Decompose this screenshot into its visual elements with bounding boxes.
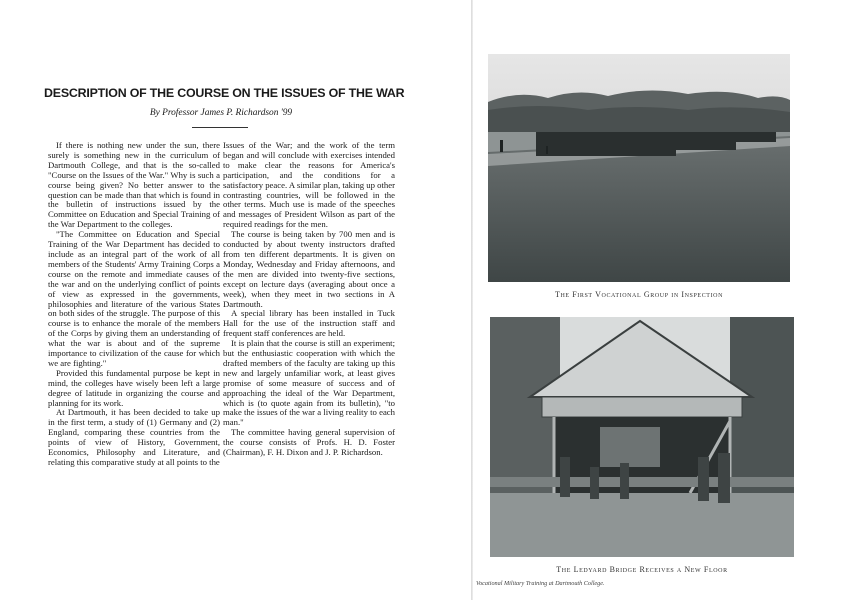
paragraph: It is plain that the course is still an experiment; but the enthusiastic cooperation with which the drafted members of the faculty are taking up this new and largely unfamiliar work, at least gives promise of some measure of success and of approaching the ideal of the War Department, which is (to quote again from its bulletin), "to make the issues of the war a living reality to each man." bbox=[223, 338, 395, 428]
photo-caption-2: The Ledyard Bridge Receives a New Floor bbox=[556, 565, 728, 574]
paragraph: The committee having general supervision of the course consists of Profs. H. D. Foster (Chairman), F. H. Dixon and J. P. Richardson. bbox=[223, 427, 395, 458]
paragraph: If there is nothing new under the sun, there surely is something new in the curriculum of Dartmouth College, and that is the so-called "Course on the Issues of the War." Why is such a course being given? No better answer to the question can be made than that which is found in the bulletin of instructions issued by the Committee on Education and Special Training of the War Department to the colleges. bbox=[48, 140, 220, 230]
text-column-2 bbox=[223, 141, 395, 458]
text-column-1 bbox=[48, 141, 220, 468]
article-title: DESCRIPTION OF THE COURSE ON THE ISSUES OF THE WAR bbox=[44, 86, 405, 100]
article-byline: By Professor James P. Richardson '99 bbox=[149, 108, 293, 118]
photo-caption-1: The First Vocational Group in Inspection bbox=[554, 290, 724, 299]
paragraph: A special library has been installed in Tuck Hall for the use of the instruction staff and frequent staff conferences are held. bbox=[223, 308, 395, 339]
photo-troops-inspection bbox=[488, 54, 790, 282]
page-gutter bbox=[471, 0, 473, 600]
page-footer: Vocational Military Training at Dartmouth College. bbox=[476, 580, 605, 587]
paragraph: Issues of the War; and the work of the term began and will conclude with exercises intended to make clear the reasons for America's participation, and the conditions for a satisfactory peace. A similar plan, taking up other contrasting countries, will be followed in the other terms. Much use is made of the speeches and messages of President Wilson as part of the required readings for the men. bbox=[223, 140, 396, 230]
title-rule bbox=[192, 127, 248, 128]
paragraph: Provided this fundamental purpose be kept in mind, the colleges have wisely been left a large degree of latitude in organizing the course and planning for its work. bbox=[48, 367, 220, 408]
photo-ledyard-bridge bbox=[490, 317, 794, 557]
paragraph: The course is being taken by 700 men and is conducted by about twenty instructors drafted from ten different departments. It is given on Monday, Wednesday and Friday afternoons, and the men are divided into twenty-five sections, except on lecture days (averaging about once a week), when they meet in two sections in A Dartmouth. bbox=[223, 229, 395, 309]
paragraph: "The Committee on Education and Special Training of the War Department has decided to include as an integral part of the work of all members of the Students' Army Training Corps a course on the remote and immediate causes of the war and on the underlying conflict of points of view as expressed in the governments, philosophies and literature of the various States on both sides of the struggle. The purpose of this course is to enhance the morale of the members of the Corps by giving them an understanding of what the war is about and of the supreme importance to civilization of the cause for which we are fighting." bbox=[48, 229, 220, 368]
paragraph: At Dartmouth, it has been decided to take up in the first term, a study of (1) Germany and (2) England, comparing these countries from the points of view of History, Government, Economics, Philosophy and Literature, and relating this comparative study at all points to the bbox=[48, 407, 220, 467]
